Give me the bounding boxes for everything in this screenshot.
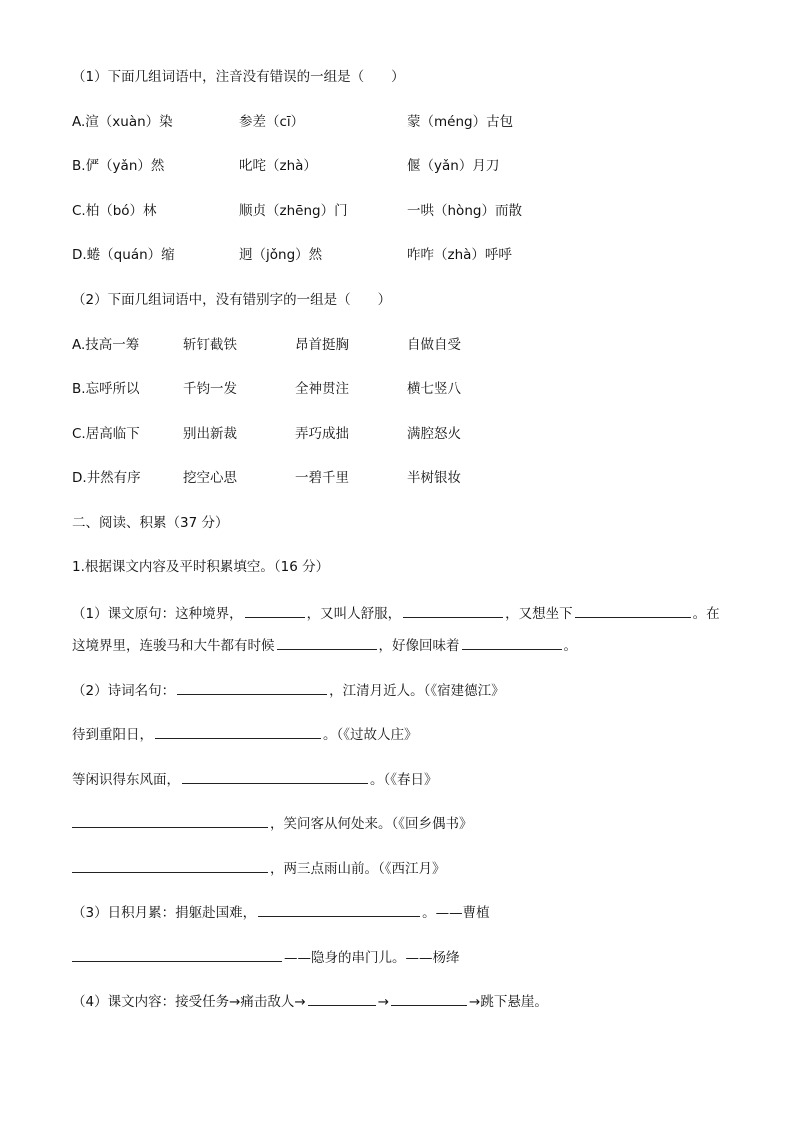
option-a-word-2: 参差（cī） — [239, 114, 305, 130]
option-a-word-3: 蒙（méng）古包 — [407, 114, 514, 130]
q1-stem: （1）下面几组词语中，注音没有错误的一组是（ ） — [72, 69, 405, 85]
option-b-word-1: B.忘呼所以 — [72, 381, 140, 397]
option-b-word-4: 横七竖八 — [407, 381, 461, 397]
q2-stem: （2）下面几组词语中，没有错别字的一组是（ ） — [72, 292, 392, 308]
option-c-word-2: 别出新裁 — [183, 426, 237, 442]
option-c-word-2: 顺贞（zhēng）门 — [239, 203, 348, 219]
blank[interactable] — [575, 602, 691, 618]
option-c-word-4: 满腔怒火 — [407, 426, 461, 442]
blank[interactable] — [155, 723, 321, 739]
blank[interactable] — [72, 812, 268, 828]
option-d-word-3: 一碧千里 — [295, 470, 349, 486]
option-b-word-3: 全神贯注 — [295, 381, 349, 397]
option-c-word-3: 一哄（hòng）而散 — [407, 203, 522, 219]
section-heading: 二、阅读、积累（37 分） — [72, 515, 229, 531]
fill-3-line-1: （3）日积月累：捐躯赴国难， 。——曹植 — [72, 901, 490, 923]
option-b-word-2: 叱咤（zhà） — [239, 158, 317, 174]
fill-2-line-3: 等闲识得东风面， 。（《春日》 — [72, 768, 438, 790]
blank[interactable] — [258, 901, 420, 917]
q1-option-c[interactable] — [72, 201, 732, 221]
option-a-word-3: 昂首挺胸 — [295, 337, 349, 353]
fill-2-line-2: 待到重阳日， 。（《过故人庄》 — [72, 723, 418, 745]
blank[interactable] — [391, 990, 467, 1006]
fill-1-line-2: 这境界里，连骏马和大牛都有时候 ，好像回味着 。 — [72, 634, 577, 656]
blank[interactable] — [72, 857, 268, 873]
option-c-word-1: C.居高临下 — [72, 426, 140, 442]
blank[interactable] — [308, 990, 376, 1006]
q1-option-a[interactable] — [72, 112, 732, 132]
option-d-word-3: 咋咋（zhà）呼呼 — [407, 247, 512, 263]
q2-option-b[interactable] — [72, 379, 732, 399]
blank[interactable] — [277, 634, 377, 650]
q2-option-c[interactable] — [72, 424, 732, 444]
arrow-icon: → — [294, 994, 306, 1010]
blank[interactable] — [462, 634, 562, 650]
q2-option-d[interactable] — [72, 468, 732, 488]
question-1-title: 1.根据课文内容及平时积累填空。（16 分） — [72, 559, 330, 575]
option-b-word-2: 千钧一发 — [183, 381, 237, 397]
arrow-icon: → — [469, 994, 481, 1010]
option-c-word-3: 弄巧成拙 — [295, 426, 349, 442]
blank[interactable] — [403, 602, 503, 618]
option-d-word-1: D.蜷（quán）缩 — [72, 247, 175, 263]
option-a-word-1: A.渲（xuàn）染 — [72, 114, 173, 130]
q1-option-b[interactable] — [72, 156, 732, 176]
option-d-word-2: 迥（jǒng）然 — [239, 247, 323, 263]
arrow-icon: → — [377, 994, 390, 1010]
q1-option-d[interactable] — [72, 245, 732, 265]
option-d-word-4: 半树银妆 — [407, 470, 461, 486]
fill-2-line-1: （2）诗词名句： ，江清月近人。（《宿建德江》 — [72, 679, 505, 701]
option-a-word-2: 斩钉截铁 — [183, 337, 237, 353]
blank[interactable] — [72, 946, 282, 962]
option-b-word-3: 偃（yǎn）月刀 — [407, 158, 500, 174]
option-b-word-1: B.俨（yǎn）然 — [72, 158, 165, 174]
blank[interactable] — [182, 768, 368, 784]
option-d-word-1: D.井然有序 — [72, 470, 141, 486]
fill-2-line-5: ，两三点雨山前。（《西江月》 — [72, 857, 446, 879]
option-c-word-1: C.柏（bó）林 — [72, 203, 157, 219]
blank[interactable] — [245, 602, 305, 618]
option-a-word-1: A.技高一筹 — [72, 337, 140, 353]
option-a-word-4: 自做自受 — [407, 337, 461, 353]
fill-3-line-2: ——隐身的串门儿。——杨绛 — [72, 946, 460, 968]
option-d-word-2: 挖空心思 — [183, 470, 237, 486]
fill-1-line-1: （1）课文原句：这种境界， ，又叫人舒服， ，又想坐下 。在 — [72, 602, 720, 624]
fill-4-line: （4）课文内容：接受任务→痛击敌人→ → →跳下悬崖。 — [72, 990, 548, 1012]
blank[interactable] — [177, 679, 327, 695]
fill-2-line-4: ，笑问客从何处来。（《回乡偶书》 — [72, 812, 473, 834]
arrow-icon: → — [229, 994, 241, 1010]
q2-option-a[interactable] — [72, 335, 732, 355]
